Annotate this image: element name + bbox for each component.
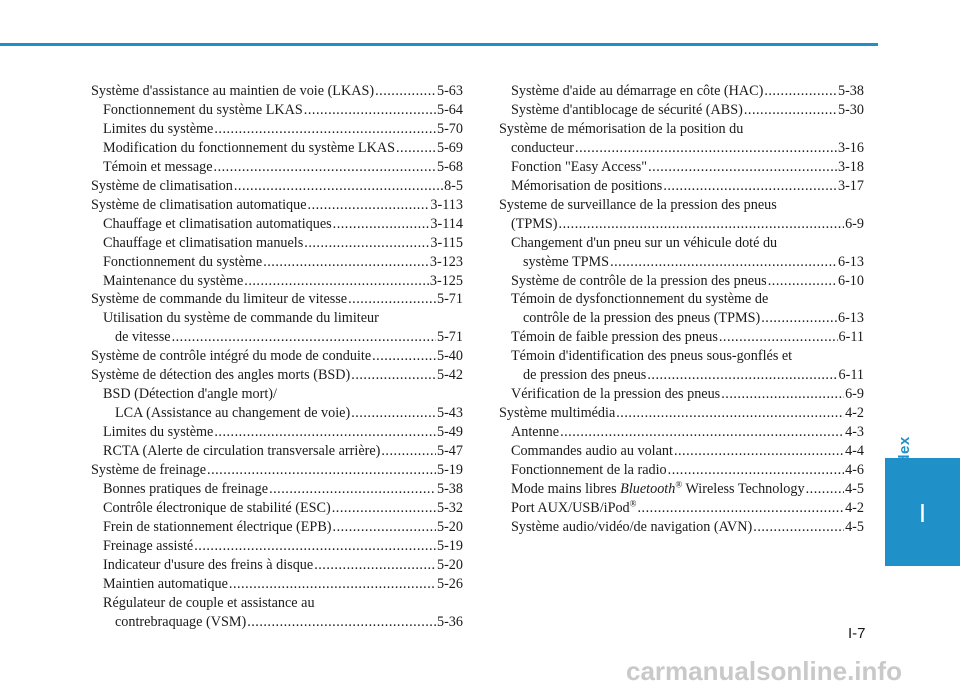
page-ref[interactable]: 5-49 bbox=[436, 424, 463, 441]
entry-text: Fonctionnement du système LKAS bbox=[103, 101, 303, 118]
entry-text: Indicateur d'usure des freins à disque bbox=[103, 556, 314, 573]
page-ref[interactable]: 3-115 bbox=[430, 234, 463, 251]
entry-text: conducteur bbox=[511, 139, 575, 156]
dot-leader bbox=[560, 423, 844, 442]
index-column-right bbox=[499, 82, 864, 537]
entry-text: système TPMS bbox=[523, 253, 610, 270]
index-entry bbox=[91, 215, 463, 234]
dot-leader bbox=[663, 177, 837, 196]
dot-leader bbox=[559, 215, 845, 234]
page-ref[interactable]: 3-113 bbox=[430, 196, 463, 213]
entry-text: Système d'assistance au maintien de voie (LKAS) bbox=[91, 83, 375, 99]
entry-text: Système de contrôle de la pression des pneus bbox=[511, 272, 767, 289]
page-ref[interactable]: 3-114 bbox=[430, 215, 463, 232]
dot-leader bbox=[381, 442, 436, 461]
index-entry bbox=[91, 423, 463, 442]
section-tab-letter: I bbox=[918, 498, 927, 528]
entry-text: Système d'antiblocage de sécurité (ABS) bbox=[511, 101, 743, 118]
page-ref[interactable]: 5-69 bbox=[436, 139, 463, 156]
entry-text: Système de commande du limiteur de vitesse bbox=[91, 291, 348, 308]
entry-heading: Régulateur de couple et assistance au bbox=[103, 594, 315, 611]
dot-leader bbox=[304, 101, 436, 120]
page-ref[interactable]: 4-5 bbox=[845, 518, 864, 535]
index-entry bbox=[499, 272, 864, 291]
entry-text: Système audio/vidéo/de navigation (AVN) bbox=[511, 518, 753, 535]
entry-heading: Témoin d'identification des pneus sous-gonflés et bbox=[511, 348, 793, 365]
index-entry bbox=[91, 158, 463, 177]
dot-leader bbox=[610, 253, 837, 272]
page-ref[interactable]: 6-11 bbox=[838, 367, 864, 384]
dot-leader bbox=[333, 518, 436, 537]
watermark: carmanualsonline.info bbox=[626, 656, 902, 686]
index-entry bbox=[499, 82, 864, 101]
entry-text: Système de contrôle intégré du mode de conduite bbox=[91, 348, 372, 365]
entry-text: Frein de stationnement électrique (EPB) bbox=[103, 518, 332, 535]
dot-leader bbox=[333, 215, 430, 234]
dot-leader bbox=[332, 499, 436, 518]
dot-leader bbox=[744, 101, 837, 120]
index-entry bbox=[499, 215, 864, 234]
entry-text: Fonction "Easy Access" bbox=[511, 158, 648, 175]
index-entry bbox=[91, 366, 463, 385]
dot-leader bbox=[668, 461, 844, 480]
page-ref[interactable]: 3-16 bbox=[837, 139, 864, 156]
dot-leader bbox=[806, 480, 844, 499]
dot-leader bbox=[721, 385, 844, 404]
index-entry bbox=[499, 461, 864, 480]
page-ref[interactable]: 5-36 bbox=[436, 613, 463, 630]
page-ref[interactable]: 5-19 bbox=[436, 462, 463, 479]
page-ref[interactable]: 5-19 bbox=[436, 537, 463, 554]
entry-text: LCA (Assistance au changement de voie) bbox=[115, 405, 351, 422]
dot-leader bbox=[761, 309, 837, 328]
index-entry bbox=[499, 101, 864, 120]
dot-leader bbox=[764, 82, 837, 101]
dot-leader bbox=[234, 177, 443, 196]
index-entry bbox=[91, 613, 463, 632]
dot-leader bbox=[648, 158, 837, 177]
index-entry bbox=[91, 480, 463, 499]
dot-leader bbox=[351, 366, 436, 385]
index-entry bbox=[91, 518, 463, 537]
entry-text: contrebraquage (VSM) bbox=[115, 613, 247, 630]
entry-text-prefix: Mode mains libres bbox=[511, 481, 621, 498]
index-entry bbox=[499, 385, 864, 404]
entry-heading: BSD (Détection d'angle mort)/ bbox=[103, 386, 277, 403]
index-entry bbox=[91, 404, 463, 423]
page-ref[interactable]: 5-26 bbox=[436, 575, 463, 592]
dot-leader bbox=[244, 272, 429, 291]
page-ref[interactable]: 4-2 bbox=[845, 499, 864, 516]
page-ref[interactable]: 5-70 bbox=[436, 120, 463, 137]
index-entry bbox=[91, 290, 463, 309]
entry-text: de vitesse bbox=[115, 329, 171, 346]
index-entry bbox=[91, 139, 463, 158]
entry-text-prefix: Port AUX/USB/iPod bbox=[511, 499, 630, 516]
page-ref[interactable]: 4-5 bbox=[845, 481, 864, 498]
dot-leader bbox=[269, 480, 436, 499]
entry-text bbox=[511, 480, 805, 499]
index-entry bbox=[499, 177, 864, 196]
entry-text: Système multimédia bbox=[499, 405, 616, 422]
index-entry bbox=[91, 253, 463, 272]
entry-text bbox=[511, 499, 637, 518]
page-number: I-7 bbox=[848, 625, 866, 642]
page-ref[interactable]: 6-10 bbox=[837, 272, 864, 289]
index-entry bbox=[91, 196, 463, 215]
entry-text: Maintien automatique bbox=[103, 575, 228, 592]
page-ref[interactable]: 8-5 bbox=[444, 177, 463, 194]
dot-leader bbox=[308, 196, 430, 215]
dot-leader bbox=[194, 537, 436, 556]
page-ref[interactable]: 5-71 bbox=[436, 291, 463, 308]
header-rule bbox=[0, 43, 878, 46]
entry-text: Système de détection des angles morts (BSD) bbox=[91, 367, 351, 384]
entry-text: Limites du système bbox=[103, 120, 214, 137]
index-entry bbox=[499, 309, 864, 328]
entry-text: Fonctionnement du système bbox=[103, 253, 263, 270]
index-entry bbox=[499, 423, 864, 442]
dot-leader bbox=[674, 442, 844, 461]
page-ref[interactable]: 4-4 bbox=[845, 443, 864, 460]
dot-leader bbox=[172, 328, 436, 347]
index-entry bbox=[499, 158, 864, 177]
dot-leader bbox=[396, 139, 436, 158]
entry-text: Modification du fonctionnement du système LKAS bbox=[103, 139, 395, 156]
entry-text: Maintenance du système bbox=[103, 272, 244, 289]
index-entry bbox=[91, 328, 463, 347]
page-ref[interactable]: 5-71 bbox=[436, 329, 463, 346]
section-tab[interactable] bbox=[885, 458, 960, 566]
page-ref[interactable]: 5-68 bbox=[436, 158, 463, 175]
index-entry bbox=[91, 347, 463, 366]
page-ref[interactable]: 6-11 bbox=[838, 329, 864, 346]
entry-heading: Témoin de dysfonctionnement du système de bbox=[511, 291, 769, 308]
page-ref[interactable]: 3-125 bbox=[429, 272, 463, 289]
page-ref[interactable]: 5-20 bbox=[436, 518, 463, 535]
dot-leader bbox=[768, 272, 837, 291]
entry-text: contrôle de la pression des pneus (TPMS) bbox=[523, 310, 761, 327]
index-entry bbox=[91, 177, 463, 196]
page-ref[interactable]: 5-63 bbox=[436, 83, 463, 99]
dot-leader bbox=[304, 234, 429, 253]
page-ref[interactable]: 5-32 bbox=[436, 499, 463, 516]
page-ref[interactable]: 6-9 bbox=[845, 386, 864, 403]
page-ref[interactable]: 5-20 bbox=[436, 556, 463, 573]
dot-leader bbox=[247, 613, 436, 632]
entry-text: Système d'aide au démarrage en côte (HAC) bbox=[511, 83, 764, 99]
dot-leader bbox=[753, 518, 844, 537]
index-entry bbox=[91, 272, 463, 291]
page-ref[interactable]: 3-18 bbox=[837, 158, 864, 175]
entry-heading: Système de mémorisation de la position du bbox=[499, 120, 744, 137]
dot-leader bbox=[616, 404, 844, 423]
index-entry bbox=[499, 253, 864, 272]
dot-leader bbox=[375, 82, 436, 101]
page-ref[interactable]: 5-38 bbox=[436, 481, 463, 498]
dot-leader bbox=[647, 366, 837, 385]
dot-leader bbox=[207, 461, 436, 480]
index-entry bbox=[91, 234, 463, 253]
entry-text: Témoin de faible pression des pneus bbox=[511, 329, 718, 346]
index-entry bbox=[91, 101, 463, 120]
entry-text: Vérification de la pression des pneus bbox=[511, 386, 721, 403]
index-entry bbox=[91, 82, 463, 101]
page-ref[interactable]: 5-43 bbox=[436, 405, 463, 422]
index-entry bbox=[499, 499, 864, 518]
index-entry bbox=[499, 366, 864, 385]
entry-text: Limites du système bbox=[103, 424, 214, 441]
entry-text: Chauffage et climatisation manuels bbox=[103, 234, 304, 251]
index-entry bbox=[91, 120, 463, 139]
dot-leader bbox=[314, 556, 436, 575]
page-ref[interactable]: 6-13 bbox=[837, 253, 864, 270]
entry-text: Système de climatisation automatique bbox=[91, 196, 307, 213]
index-entry bbox=[499, 480, 864, 499]
dot-leader bbox=[214, 120, 436, 139]
dot-leader bbox=[351, 404, 436, 423]
entry-text-suffix: Wireless Technology bbox=[682, 481, 805, 498]
dot-leader bbox=[348, 290, 436, 309]
index-entry bbox=[499, 139, 864, 158]
index-entry bbox=[499, 518, 864, 537]
entry-text: Mémorisation de positions bbox=[511, 177, 663, 194]
entry-text: Fonctionnement de la radio bbox=[511, 462, 667, 479]
dot-leader bbox=[719, 328, 838, 347]
entry-text: (TPMS) bbox=[511, 215, 558, 232]
dot-leader bbox=[638, 499, 845, 518]
page-ref[interactable]: 3-123 bbox=[429, 253, 463, 270]
index-column-left bbox=[91, 82, 463, 632]
entry-text: Antenne bbox=[511, 424, 560, 441]
page-ref[interactable]: 5-30 bbox=[837, 101, 864, 118]
entry-text: Freinage assisté bbox=[103, 537, 194, 554]
entry-heading: Utilisation du système de commande du limiteur bbox=[103, 310, 379, 327]
index-entry bbox=[499, 404, 864, 423]
index-entry bbox=[91, 442, 463, 461]
page-ref[interactable]: 4-6 bbox=[845, 462, 864, 479]
page-ref[interactable]: 5-38 bbox=[837, 83, 864, 99]
index-entry bbox=[91, 461, 463, 480]
entry-text: de pression des pneus bbox=[523, 367, 647, 384]
dot-leader bbox=[575, 139, 837, 158]
registered-mark: ® bbox=[675, 479, 683, 490]
page-ref[interactable]: 3-17 bbox=[837, 177, 864, 194]
page-ref[interactable]: 5-42 bbox=[436, 367, 463, 384]
page-ref[interactable]: 6-13 bbox=[837, 310, 864, 327]
entry-text: Chauffage et climatisation automatiques bbox=[103, 215, 332, 232]
page-ref[interactable]: 5-64 bbox=[436, 101, 463, 118]
index-entry bbox=[91, 556, 463, 575]
entry-heading: Changement d'un pneu sur un véhicule doté du bbox=[511, 234, 778, 251]
page-ref[interactable]: 6-9 bbox=[845, 215, 864, 232]
entry-text: Système de climatisation bbox=[91, 177, 233, 194]
page-ref[interactable]: 4-3 bbox=[845, 424, 864, 441]
entry-text: Contrôle électronique de stabilité (ESC) bbox=[103, 499, 331, 516]
index-entry bbox=[91, 537, 463, 556]
page-ref[interactable]: 4-2 bbox=[845, 405, 864, 422]
entry-text: Système de freinage bbox=[91, 462, 207, 479]
dot-leader bbox=[214, 423, 436, 442]
entry-text: RCTA (Alerte de circulation transversale arrière) bbox=[103, 443, 381, 460]
dot-leader bbox=[263, 253, 429, 272]
entry-text: Bonnes pratiques de freinage bbox=[103, 481, 269, 498]
registered-mark: ® bbox=[629, 498, 637, 509]
index-entry bbox=[499, 328, 864, 347]
page-ref[interactable]: 5-47 bbox=[436, 443, 463, 460]
page-ref[interactable]: 5-40 bbox=[436, 348, 463, 365]
index-entry bbox=[91, 499, 463, 518]
entry-text: Témoin et message bbox=[103, 158, 213, 175]
entry-text: Commandes audio au volant bbox=[511, 443, 673, 460]
index-entry bbox=[91, 575, 463, 594]
entry-text-italic: Bluetooth bbox=[620, 481, 676, 498]
entry-heading: Systeme de surveillance de la pression des pneus bbox=[499, 196, 777, 213]
index-entry bbox=[499, 442, 864, 461]
dot-leader bbox=[229, 575, 436, 594]
dot-leader bbox=[214, 158, 436, 177]
dot-leader bbox=[372, 347, 436, 366]
